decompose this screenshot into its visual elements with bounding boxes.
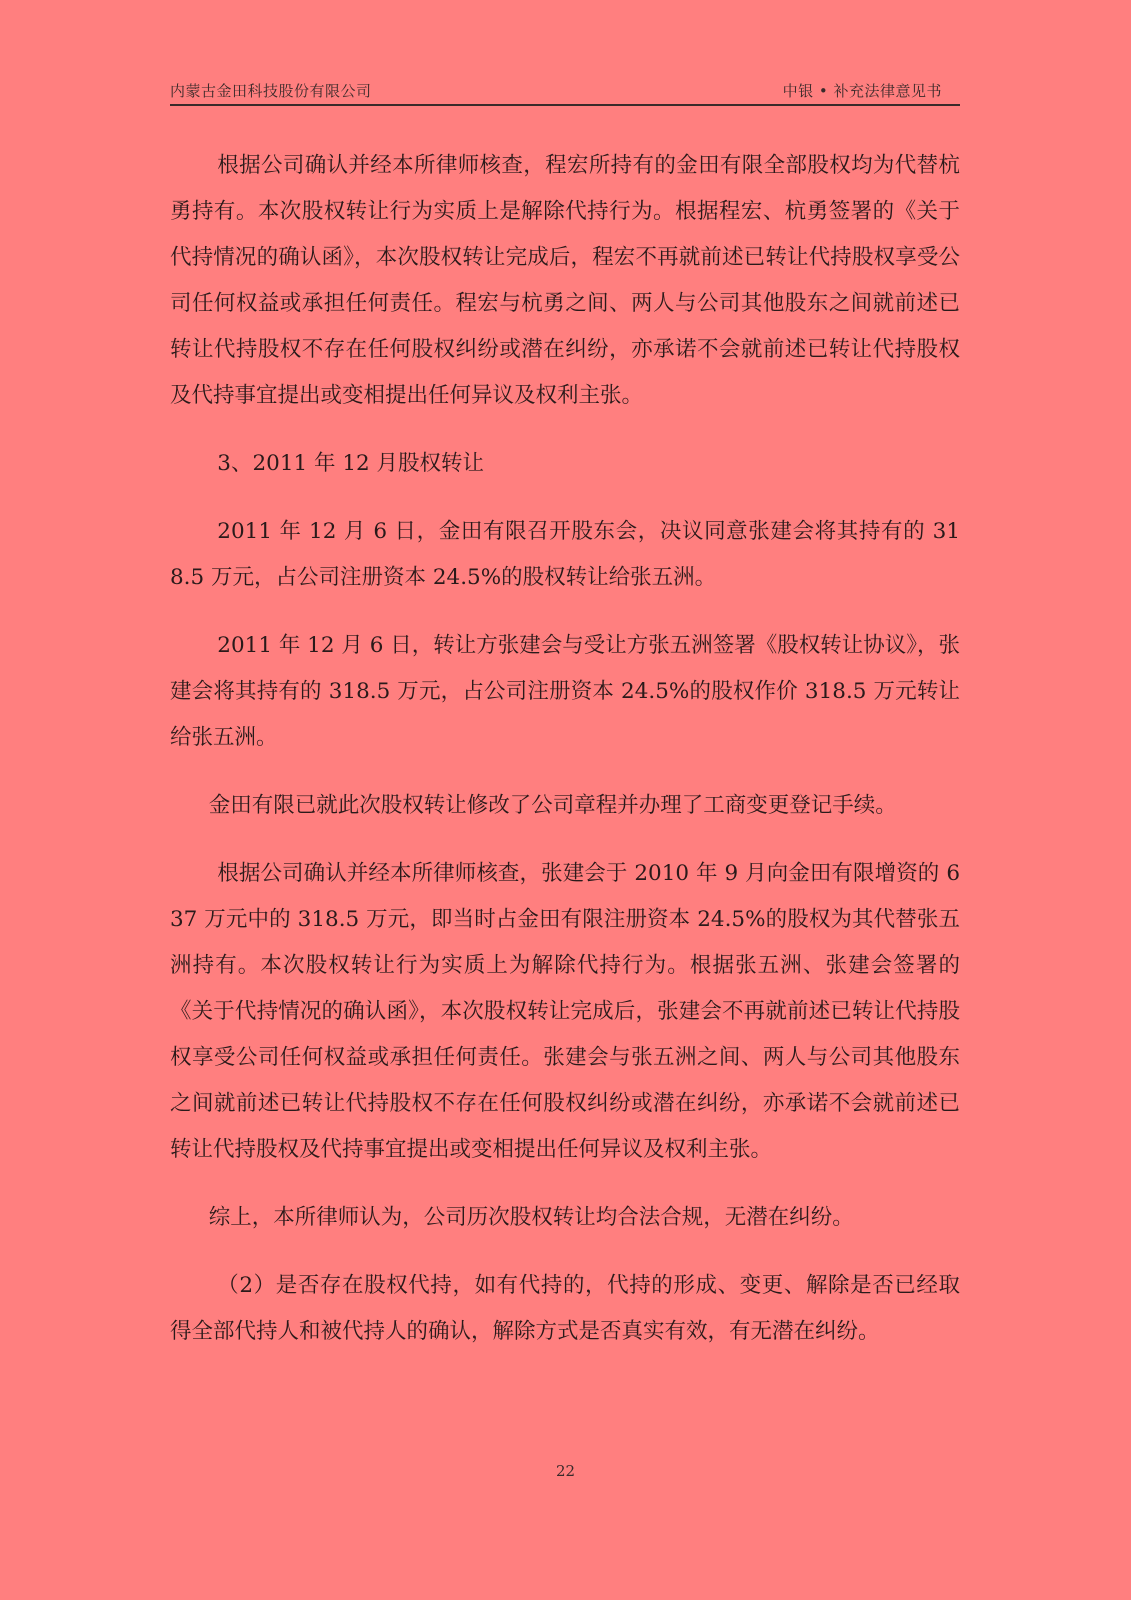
paragraph-4: 金田有限已就此次股权转让修改了公司章程并办理了工商变更登记手续。	[208, 793, 897, 818]
paragraph-5: 根据公司确认并经本所律师核查，张建会于 2010 年 9 月向金田有限增资的 637 万元中的 318.5 万元，即当时占金田有限注册资本 24.5%的股权为其代替张五洲持有。本次股权转让行为实质上为解除代持行为。根据张五洲、张建会签署的《关于代持情况的确认函》，本次股权转让完成后，张建会不再就前述已转让代持股权享受公司任何权益或承担任何责任。张建会与张五洲之间、两人与公司其他股东之间就前述已转让代持股权不存在任何股权纠纷或潜在纠纷，亦承诺不会就前述已转让代持股权及代持事宜提出或变相提出任何异议及权利主张。	[170, 861, 960, 1162]
paragraph-conclusion: 综上，本所律师认为，公司历次股权转让均合法合规，无潜在纠纷。	[208, 1205, 854, 1230]
header-document-title: 中银 • 补充法律意见书	[782, 82, 942, 100]
paragraph-3: 2011 年 12 月 6 日，转让方张建会与受让方张五洲签署《股权转让协议》，张建会将其持有的 318.5 万元，占公司注册资本 24.5%的股权作价 318.5 万元转让给张五洲。	[170, 633, 960, 750]
paragraph-2: 2011 年 12 月 6 日，金田有限召开股东会，决议同意张建会将其持有的 318.5 万元，占公司注册资本 24.5%的股权转让给张五洲。	[170, 519, 960, 590]
document-body	[170, 143, 960, 1355]
paragraph-1: 根据公司确认并经本所律师核查，程宏所持有的金田有限全部股权均为代替杭勇持有。本次股权转让行为实质上是解除代持行为。根据程宏、杭勇签署的《关于代持情况的确认函》，本次股权转让完成后，程宏不再就前述已转让代持股权享受公司任何权益或承担任何责任。程宏与杭勇之间、两人与公司其他股东之间就前述已转让代持股权不存在任何股权纠纷或潜在纠纷，亦承诺不会就前述已转让代持股权及代持事宜提出或变相提出任何异议及权利主张。	[170, 153, 960, 408]
header-company-name: 内蒙古金田科技股份有限公司	[170, 82, 372, 100]
page-number: 22	[555, 1462, 576, 1480]
paragraph-question: （2）是否存在股权代持，如有代持的，代持的形成、变更、解除是否已经取得全部代持人和被代持人的确认，解除方式是否真实有效，有无潜在纠纷。	[170, 1273, 960, 1344]
section-heading: 3、2011 年 12 月股权转让	[217, 451, 485, 476]
page-header	[170, 78, 960, 106]
